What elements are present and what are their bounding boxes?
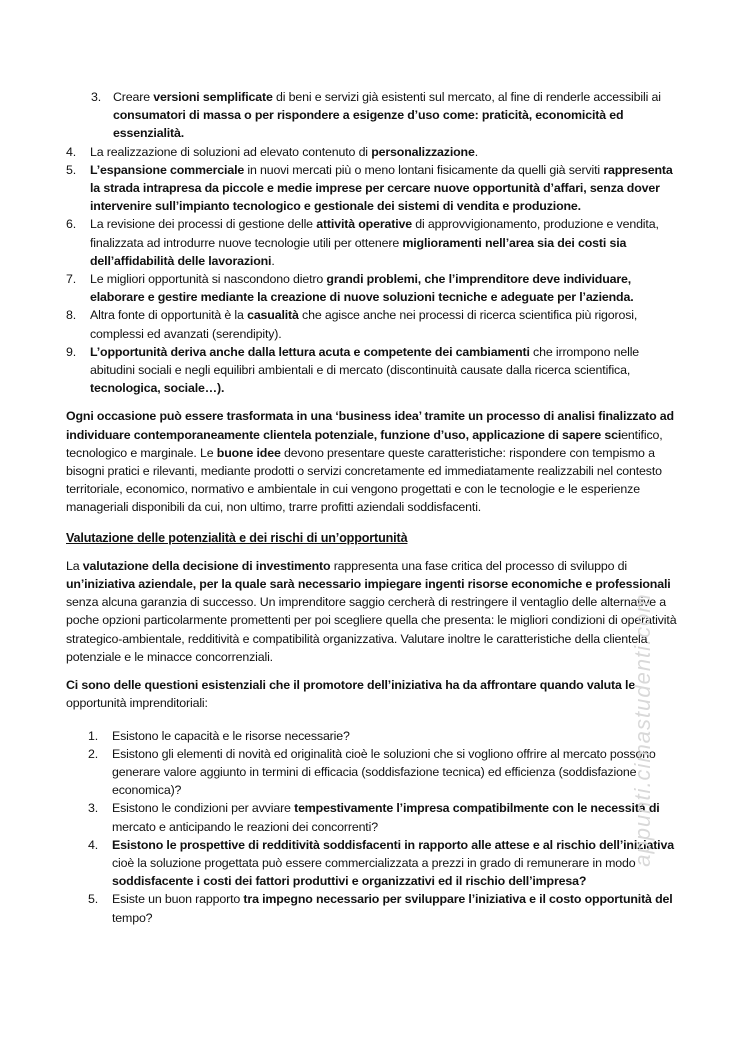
bold-text: Esistono le prospettive di redditività soddisfacenti in rapporto alle attese e al rischio dell’iniziativa (112, 837, 674, 852)
business-idea-paragraph (66, 407, 678, 516)
text-run: Esiste un buon rapporto (112, 892, 244, 907)
list-item-number: 6. (66, 217, 77, 232)
list-item-text (90, 145, 478, 159)
bold-text: casualità (247, 308, 299, 323)
bold-text: soddisfacente i costi dei fattori produttivi e organizzativi ed il rischio dell’impresa? (112, 874, 587, 889)
text-run: in nuovi mercati più o meno lontani fisicamente da quelli già serviti (244, 162, 604, 177)
list-item (66, 143, 678, 161)
list-item-text (112, 892, 673, 924)
text-run: La revisione dei processi di gestione delle (90, 217, 317, 232)
text-run: Esistono gli elementi di novità ed originalità cioè le soluzioni che si vogliono offrire al mercato possono generare valore aggiunto in termini di efficacia (soddisfazione tecnica) ed efficienza (soddisfazione economica)? (112, 746, 656, 798)
text-run: tempo? (112, 910, 153, 925)
list-item-text (90, 308, 637, 340)
list-item (66, 215, 678, 270)
list-item-text (90, 345, 639, 395)
watermark (628, 530, 658, 930)
bold-text: Ci sono delle questioni esistenziali che il promotore dell’iniziativa ha da affrontare quando valuta le (66, 678, 636, 693)
existential-questions-intro (66, 676, 678, 712)
list-item-text (90, 163, 673, 213)
list-item (88, 727, 678, 745)
bold-text: grandi problemi (326, 272, 418, 287)
text-run: che agisce anche nei processi di ricerca scientifica più rigorosi, complessi ed avanzati (serendipity). (90, 308, 638, 341)
list-item-text (112, 729, 350, 743)
list-item-number: 4. (66, 144, 77, 159)
list-item-number: 3. (91, 90, 102, 104)
list-item (66, 88, 678, 143)
list-item-text (112, 838, 674, 888)
bold-text: tra impegno necessario per sviluppare l’iniziativa e il costo opportunità del (243, 892, 673, 907)
list-item-number: 2. (88, 746, 99, 761)
bold-text: valutazione della decisione di investimento (82, 558, 331, 573)
bold-text: rappresenta la strada intrapresa da piccole e medie imprese per cercare nuove opportunità d’affari, senza dover intervenire sull’impianto tecnologico e gestionale dei sistemi di vendita e produzione. (90, 162, 673, 214)
text-run: senza alcuna garanzia di successo. Un imprenditore saggio cercherà di restringere il ventaglio delle alternative a poche opzioni particolarmente promettenti per poi scegliere quella che presenta: le migliori condizioni di operatività strategico-ambientale, redditività e compatibilità organizzativa. Valutare inoltre le caratteristiche della clientela potenziale e le minacce concorrenziali. (66, 595, 677, 664)
list-item (88, 836, 678, 891)
list-item-number: 1. (88, 728, 99, 743)
text-run: rappresenta una fase critica del processo di sviluppo di (330, 558, 627, 573)
bold-text: consumatori di massa o per rispondere a esigenze d’uso come: praticità, economicità ed essenzialità. (113, 108, 624, 141)
list-item-number: 3. (88, 801, 99, 816)
list-item (88, 799, 678, 835)
list-item-number: 5. (66, 162, 77, 177)
bold-text: , che l’imprenditore deve individuare, elaborare e gestire mediante la creazione di nuove soluzioni tecniche e adeguate per l’azienda. (90, 272, 634, 305)
bold-text: buone idee (216, 445, 281, 460)
text-run: . (474, 144, 479, 159)
list-item (88, 745, 678, 800)
list-item-number: 9. (66, 344, 77, 359)
list-item (66, 270, 678, 306)
section-heading: Valutazione delle potenzialità e dei rischi di un’opportunità (66, 530, 408, 545)
bold-text: miglioramenti nell’area sia dei costi sia dell’affidabilità delle lavorazioni (90, 235, 627, 268)
list-item-text (113, 90, 661, 140)
text-run: di approvvigionamento, produzione e vendita, finalizzata ad introdurre nuove tecnologie utili per ottenere (90, 217, 659, 250)
bold-text: versioni semplificate (153, 90, 273, 104)
existential-questions-list (66, 727, 678, 927)
bold-text: tecnologica, sociale…). (90, 381, 225, 396)
list-item-text (90, 272, 634, 304)
text-run: Le migliori opportunità si nascondono dietro (90, 272, 327, 287)
text-run: Esistono le capacità e le risorse necessarie? (112, 728, 350, 743)
bold-text: tempestivamente l’impresa compatibilmente con le necessità di (294, 801, 660, 816)
bold-text: personalizzazione (371, 144, 475, 159)
text-run: mercato e anticipando le reazioni dei concorrenti? (112, 819, 378, 834)
text-run: Altra fonte di opportunità è la (90, 308, 248, 323)
list-item (88, 890, 678, 926)
text-run: di beni e servizi già esistenti sul mercato, al fine di renderle accessibili ai (272, 90, 661, 104)
text-run: opportunità imprenditoriali: (66, 696, 208, 711)
list-item-text (112, 801, 660, 833)
investment-evaluation-paragraph (66, 557, 678, 666)
text-run: cioè la soluzione progettata può essere commercializzata a prezzi in grado di remunerare in modo (112, 855, 636, 870)
list-item (66, 343, 678, 398)
bold-text: un’iniziativa aziendale, per la quale sarà necessario impiegare ingenti risorse economiche e professionali (66, 577, 671, 592)
bold-text: L’opportunità deriva anche dalla lettura acuta e competente dei (90, 344, 456, 359)
list-item-number: 5. (88, 892, 99, 907)
text-run: La realizzazione di soluzioni ad elevato contenuto di (90, 144, 372, 159)
bold-text: L’espansione commerciale (90, 162, 245, 177)
text-run: Creare (113, 90, 154, 104)
list-item-number: 7. (66, 272, 77, 287)
document-body (66, 88, 678, 927)
watermark-text: appunti.cimastudenti.com (630, 593, 655, 867)
text-run: entifico, tecnologico e marginale. Le (66, 427, 663, 460)
text-run: devono presentare queste caratteristiche: rispondere con tempismo a bisogni pratici e rilevanti, mediante prodotti o servizi concretamente ed immediatamente realizzabili nel contesto territoriale, economico, normativo e ambientale in cui vengono progettati e con le tecnologie e le esperienze manageriali disponibili da cui, non ultimo, trarre profitti aziendali soddisfacenti. (66, 445, 662, 515)
text-run: che irrompono nelle abitudini sociali e negli equilibri ambientali e di mercato (discontinuità causate dalla ricerca scientifica, (90, 344, 640, 378)
list-item (66, 161, 678, 216)
bold-text: Ogni occasione può essere trasformata in una ‘business idea’ tramite un processo di analisi finalizzato ad individuare contemporaneamente clientela potenziale, funzione d’uso, applicazione di sapere sci (66, 409, 674, 442)
list-item-number: 4. (88, 837, 99, 852)
opportunity-sources-list (66, 88, 678, 397)
list-item-number: 8. (66, 308, 77, 323)
bold-text: cambiamenti (455, 344, 530, 359)
bold-text: attività operative (316, 217, 412, 232)
list-item-text (112, 747, 656, 797)
list-item (66, 306, 678, 342)
text-run: La (66, 558, 83, 573)
list-item-text (90, 217, 659, 267)
text-run: . (271, 253, 275, 268)
text-run: Esistono le condizioni per avviare (112, 801, 295, 816)
